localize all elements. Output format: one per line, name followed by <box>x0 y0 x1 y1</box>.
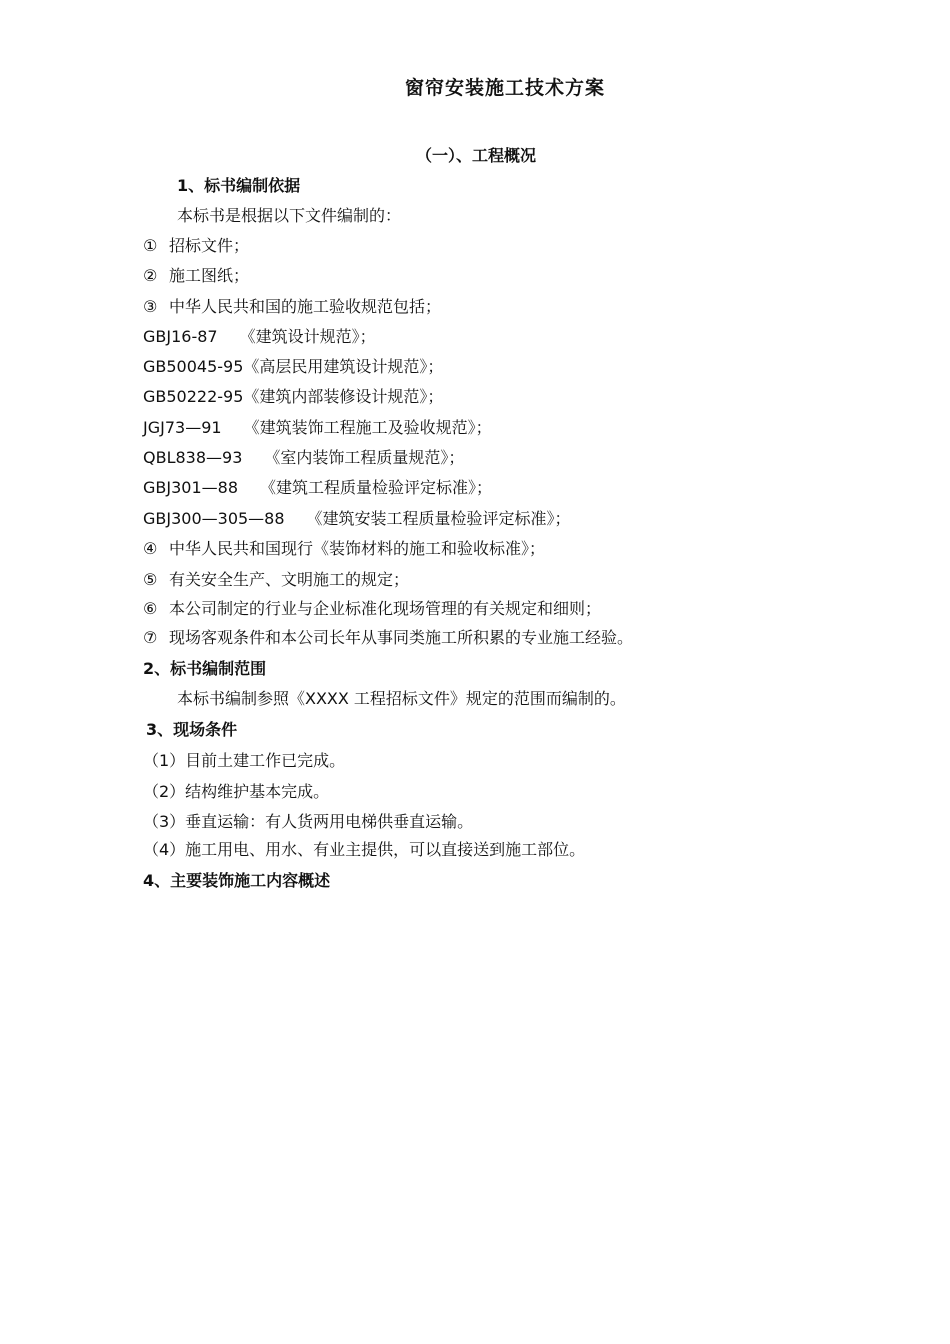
list-text: 招标文件； <box>169 236 250 255</box>
list-text: 中华人民共和国的施工验收规范包括； <box>169 297 442 316</box>
heading-basis: 1、标书编制依据 <box>177 176 301 195</box>
heading-main-content: 4、主要装饰施工内容概述 <box>143 871 331 890</box>
standard-code: GB50045-95 <box>143 357 244 376</box>
standard-code: QBL838—93 <box>143 448 243 467</box>
standard-name: 《建筑装饰工程施工及验收规范》； <box>243 418 492 437</box>
list-marker: ⑦ <box>143 628 158 647</box>
standard-name: 《高层民用建筑设计规范》； <box>243 357 444 376</box>
list-marker: ① <box>143 236 158 255</box>
list-item <box>143 236 249 256</box>
standard-item <box>143 418 492 438</box>
list-item <box>143 297 441 317</box>
condition-item: （3）垂直运输：有人货两用电梯供垂直运输。 <box>143 812 474 831</box>
list-text: 现场客观条件和本公司长年从事同类施工所积累的专业施工经验。 <box>169 628 634 647</box>
condition-item: （2）结构维护基本完成。 <box>143 782 330 801</box>
list-text: 施工图纸； <box>169 266 250 285</box>
list-item <box>143 570 409 590</box>
list-text: 中华人民共和国现行《装饰材料的施工和验收标准》； <box>169 539 546 558</box>
standard-name: 《建筑设计规范》； <box>239 327 376 346</box>
section-heading: （一）、工程概况 <box>415 146 536 165</box>
list-item <box>143 628 633 648</box>
heading-site-conditions: 3、现场条件 <box>146 720 238 739</box>
list-marker: ⑥ <box>143 599 158 618</box>
standard-name: 《室内装饰工程质量规范》； <box>264 448 465 467</box>
standard-name: 《建筑内部装修设计规范》； <box>243 387 444 406</box>
standard-item <box>143 478 492 498</box>
list-marker: ② <box>143 266 158 285</box>
list-marker: ④ <box>143 539 158 558</box>
heading-scope: 2、标书编制范围 <box>143 659 267 678</box>
list-item <box>143 266 249 286</box>
list-text: 有关安全生产、文明施工的规定； <box>169 570 410 589</box>
standard-code: JGJ73—91 <box>143 418 222 437</box>
list-marker: ③ <box>143 297 158 316</box>
standard-code: GBJ16-87 <box>143 327 218 346</box>
standard-item <box>143 327 376 347</box>
list-item <box>143 539 545 559</box>
list-marker: ⑤ <box>143 570 158 589</box>
list-item <box>143 599 601 619</box>
basis-intro: 本标书是根据以下文件编制的： <box>177 206 402 225</box>
standard-item <box>143 387 443 407</box>
standard-item <box>143 357 443 377</box>
standard-name: 《建筑工程质量检验评定标准》； <box>260 478 493 497</box>
condition-item: （4）施工用电、用水、有业主提供，可以直接送到施工部位。 <box>143 840 586 859</box>
condition-item: （1）目前土建工作已完成。 <box>143 751 346 770</box>
scope-text: 本标书编制参照《XXXX 工程招标文件》规定的范围而编制的。 <box>177 689 626 708</box>
standard-code: GB50222-95 <box>143 387 244 406</box>
standard-code: GBJ300—305—88 <box>143 509 285 528</box>
standard-item <box>143 448 464 468</box>
list-text: 本公司制定的行业与企业标准化现场管理的有关规定和细则； <box>169 599 602 618</box>
standard-name: 《建筑安装工程质量检验评定标准》； <box>306 509 571 528</box>
standard-code: GBJ301—88 <box>143 478 238 497</box>
document-title: 窗帘安装施工技术方案 <box>404 77 605 99</box>
standard-item <box>143 509 571 529</box>
